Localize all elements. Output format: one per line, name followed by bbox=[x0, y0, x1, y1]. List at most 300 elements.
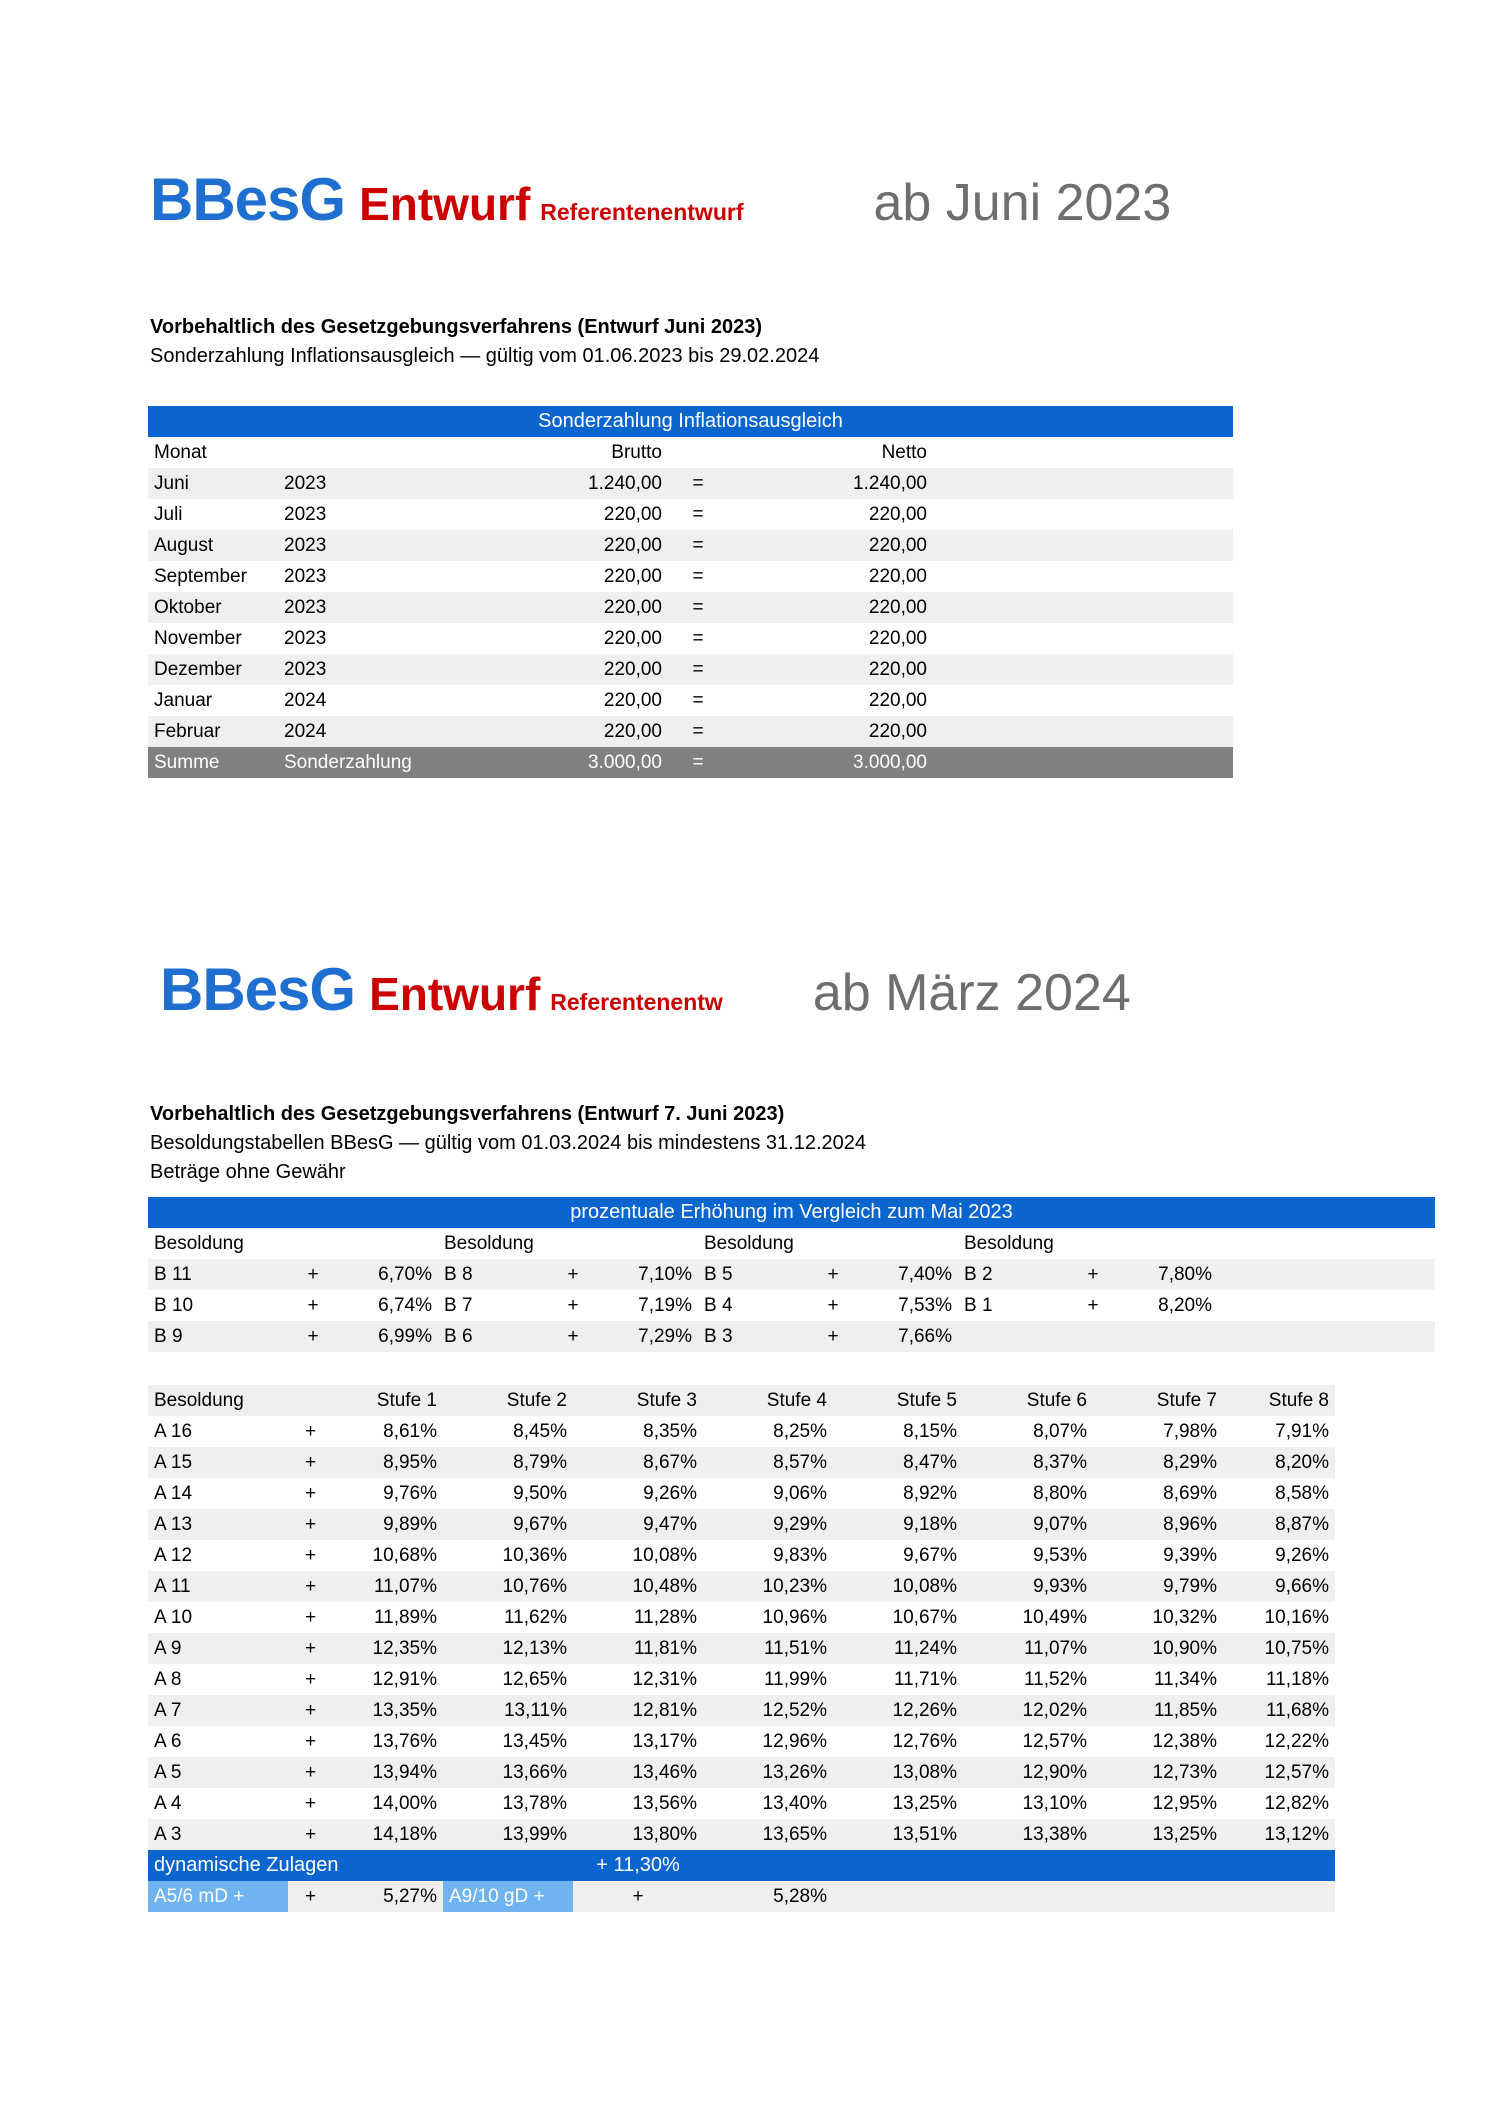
header-brutto: Brutto bbox=[468, 437, 668, 468]
cell-stufe-1: 13,76% bbox=[372, 1730, 437, 1752]
cell-stufe-3: 12,31% bbox=[632, 1668, 697, 1690]
cell-monat: Juni bbox=[154, 472, 189, 494]
cell-pct: 7,53% bbox=[898, 1294, 952, 1316]
cell-plus: + bbox=[304, 1761, 317, 1783]
cell-stufe-2: 10,76% bbox=[502, 1575, 567, 1597]
cell-stufe-1: 9,89% bbox=[383, 1513, 437, 1535]
logo-entwurf-text: Entwurf bbox=[359, 178, 531, 230]
cell-stufe-1: 13,35% bbox=[372, 1699, 437, 1721]
cell-monat: Oktober bbox=[154, 596, 222, 618]
cell-monat: November bbox=[154, 627, 242, 649]
sonderzahlung-table bbox=[148, 406, 1233, 778]
section-2-subtitle bbox=[150, 1100, 1370, 1187]
logo-referentenentwurf-text: Referentenentwurf bbox=[540, 199, 744, 225]
cell-stufe-4: 9,06% bbox=[773, 1482, 827, 1504]
badge-a5-6-md: A5/6 mD + bbox=[148, 1881, 288, 1912]
cell-stufe-6: 9,93% bbox=[1033, 1575, 1087, 1597]
cell-stufe-7: 9,39% bbox=[1163, 1544, 1217, 1566]
badge2-plus: + bbox=[632, 1885, 644, 1907]
a-table-row bbox=[148, 1633, 1335, 1664]
summary-netto: 3.000,00 bbox=[853, 751, 927, 773]
cell-netto: 220,00 bbox=[868, 658, 927, 680]
cell-jahr: 2023 bbox=[284, 565, 327, 587]
b-table-banner-row bbox=[148, 1197, 1435, 1228]
cell-monat: Dezember bbox=[154, 658, 242, 680]
summary-equals: = bbox=[692, 751, 704, 773]
table-row bbox=[148, 530, 1233, 561]
table-row bbox=[148, 716, 1233, 747]
cell-stufe-6: 13,10% bbox=[1022, 1792, 1087, 1814]
cell-stufe-4: 13,65% bbox=[762, 1823, 827, 1845]
cell-stufe-8: 8,87% bbox=[1275, 1513, 1329, 1535]
cell-stufe-5: 12,26% bbox=[892, 1699, 957, 1721]
cell-stufe-3: 13,46% bbox=[632, 1761, 697, 1783]
cell-stufe-2: 10,36% bbox=[502, 1544, 567, 1566]
cell-stufe-4: 12,96% bbox=[762, 1730, 827, 1752]
header-jahr bbox=[278, 437, 468, 468]
a-table-row bbox=[148, 1757, 1335, 1788]
header-stufe-6: Stufe 6 bbox=[963, 1385, 1093, 1416]
cell-jahr: 2023 bbox=[284, 658, 327, 680]
cell-filler bbox=[933, 592, 1233, 623]
header-gap-9 bbox=[1218, 1228, 1435, 1259]
cell-stufe-3: 9,26% bbox=[643, 1482, 697, 1504]
zulagen-label: dynamische Zulagen bbox=[148, 1850, 443, 1881]
cell-netto: 220,00 bbox=[868, 627, 927, 649]
cell-stufe-7: 13,25% bbox=[1152, 1823, 1217, 1845]
a-table-row bbox=[148, 1416, 1335, 1447]
cell-brutto: 220,00 bbox=[603, 596, 662, 618]
cell-grade: B 9 bbox=[154, 1325, 183, 1347]
cell-stufe-3: 13,56% bbox=[632, 1792, 697, 1814]
cell-stufe-3: 13,80% bbox=[632, 1823, 697, 1845]
cell-jahr: 2023 bbox=[284, 596, 327, 618]
cell-netto: 220,00 bbox=[868, 689, 927, 711]
cell-grade: A 14 bbox=[154, 1482, 193, 1504]
logo-block-1 bbox=[150, 166, 1370, 233]
subtitle-normal-1: Sonderzahlung Inflationsausgleich — gültig vom 01.06.2023 bis 29.02.2024 bbox=[150, 345, 820, 367]
badges-filler-1 bbox=[833, 1881, 963, 1912]
subtitle-bold-1: Vorbehaltlich des Gesetzgebungsverfahrens (Entwurf Juni 2023) bbox=[150, 316, 763, 338]
b-table-header-row bbox=[148, 1228, 1435, 1259]
cell-grade: B 4 bbox=[704, 1294, 733, 1316]
table-banner-row bbox=[148, 406, 1233, 437]
header-stufe-4: Stufe 4 bbox=[703, 1385, 833, 1416]
header-stufe-8: Stufe 8 bbox=[1223, 1385, 1335, 1416]
table-header-row bbox=[148, 437, 1233, 468]
cell-filler bbox=[933, 623, 1233, 654]
cell-grade: B 5 bbox=[704, 1263, 733, 1285]
cell-grade: B 11 bbox=[154, 1263, 192, 1285]
cell-plus: + bbox=[304, 1575, 317, 1597]
cell-equals: = bbox=[692, 658, 704, 680]
header-netto: Netto bbox=[728, 437, 933, 468]
cell-stufe-7: 12,38% bbox=[1152, 1730, 1217, 1752]
cell-jahr: 2024 bbox=[284, 720, 327, 742]
cell-pct: 7,10% bbox=[638, 1263, 692, 1285]
cell-stufe-6: 12,57% bbox=[1022, 1730, 1087, 1752]
b-table-row bbox=[148, 1321, 1435, 1352]
cell-jahr: 2023 bbox=[284, 503, 327, 525]
header-gap-8 bbox=[1118, 1228, 1218, 1259]
summary-filler bbox=[933, 747, 1233, 778]
cell-stufe-1: 12,35% bbox=[372, 1637, 437, 1659]
cell-pct: 7,40% bbox=[898, 1263, 952, 1285]
header-besoldung-4: Besoldung bbox=[958, 1228, 1068, 1259]
cell-stufe-2: 12,65% bbox=[502, 1668, 567, 1690]
cell-brutto: 220,00 bbox=[603, 658, 662, 680]
a-table-row bbox=[148, 1602, 1335, 1633]
period-label-1: ab Juni 2023 bbox=[873, 174, 1172, 232]
cell-stufe-2: 13,45% bbox=[502, 1730, 567, 1752]
cell-stufe-2: 9,67% bbox=[513, 1513, 567, 1535]
cell-stufe-8: 13,12% bbox=[1264, 1823, 1329, 1845]
cell-grade: B 1 bbox=[964, 1294, 993, 1316]
cell-stufe-2: 13,78% bbox=[502, 1792, 567, 1814]
cell-stufe-5: 11,24% bbox=[893, 1637, 957, 1659]
cell-stufe-2: 8,79% bbox=[513, 1451, 567, 1473]
cell-stufe-3: 10,08% bbox=[632, 1544, 697, 1566]
header-stufe-7: Stufe 7 bbox=[1093, 1385, 1223, 1416]
cell-equals: = bbox=[692, 565, 704, 587]
cell-stufe-7: 12,95% bbox=[1152, 1792, 1217, 1814]
a-table-row bbox=[148, 1819, 1335, 1850]
header-stufe-5: Stufe 5 bbox=[833, 1385, 963, 1416]
cell-grade: A 16 bbox=[154, 1420, 193, 1442]
table-row bbox=[148, 561, 1233, 592]
cell-stufe-1: 8,61% bbox=[383, 1420, 437, 1442]
cell-stufe-5: 8,92% bbox=[903, 1482, 957, 1504]
cell-stufe-8: 9,66% bbox=[1275, 1575, 1329, 1597]
cell-stufe-8: 8,20% bbox=[1275, 1451, 1329, 1473]
cell-brutto: 220,00 bbox=[603, 689, 662, 711]
cell-stufe-8: 12,82% bbox=[1264, 1792, 1329, 1814]
cell-monat: Januar bbox=[154, 689, 213, 711]
cell-grade: A 9 bbox=[154, 1637, 182, 1659]
cell-brutto: 1.240,00 bbox=[588, 472, 662, 494]
cell-stufe-1: 14,18% bbox=[372, 1823, 437, 1845]
cell-pct bbox=[1118, 1321, 1218, 1352]
cell-plus: + bbox=[827, 1325, 839, 1347]
cell-stufe-5: 10,08% bbox=[892, 1575, 957, 1597]
cell-stufe-1: 14,00% bbox=[372, 1792, 437, 1814]
cell-stufe-2: 13,99% bbox=[502, 1823, 567, 1845]
cell-equals: = bbox=[692, 689, 704, 711]
cell-grade bbox=[958, 1321, 1068, 1352]
cell-filler bbox=[933, 685, 1233, 716]
cell-grade: A 5 bbox=[154, 1761, 182, 1783]
cell-stufe-1: 10,68% bbox=[372, 1544, 437, 1566]
banner-prozentuale-erhoehung: prozentuale Erhöhung im Vergleich zum Mai 2023 bbox=[148, 1197, 1435, 1228]
zulagen-badges-row bbox=[148, 1881, 1335, 1912]
cell-plus: + bbox=[827, 1263, 839, 1285]
header-plus bbox=[288, 1385, 333, 1416]
cell-stufe-3: 9,47% bbox=[643, 1513, 697, 1535]
zulagen-banner-row bbox=[148, 1850, 1335, 1881]
cell-grade: A 12 bbox=[154, 1544, 193, 1566]
header-gap-2 bbox=[338, 1228, 438, 1259]
a-table-row bbox=[148, 1726, 1335, 1757]
cell-stufe-8: 12,57% bbox=[1264, 1761, 1329, 1783]
badges-filler-4 bbox=[1223, 1881, 1335, 1912]
table-summary-row bbox=[148, 747, 1233, 778]
cell-netto: 220,00 bbox=[868, 720, 927, 742]
cell-plus: + bbox=[304, 1823, 317, 1845]
cell-grade: B 3 bbox=[704, 1325, 733, 1347]
cell-stufe-8: 9,26% bbox=[1275, 1544, 1329, 1566]
a-besoldung-table bbox=[148, 1385, 1335, 1912]
cell-filler bbox=[933, 468, 1233, 499]
cell-stufe-4: 11,51% bbox=[763, 1637, 827, 1659]
cell-netto: 1.240,00 bbox=[853, 472, 927, 494]
cell-plus: + bbox=[304, 1637, 317, 1659]
header-stufe-3: Stufe 3 bbox=[573, 1385, 703, 1416]
a-table-row bbox=[148, 1509, 1335, 1540]
cell-grade: A 10 bbox=[154, 1606, 193, 1628]
cell-stufe-7: 9,79% bbox=[1163, 1575, 1217, 1597]
cell-stufe-4: 9,29% bbox=[773, 1513, 827, 1535]
cell-grade: B 7 bbox=[444, 1294, 473, 1316]
cell-jahr: 2023 bbox=[284, 534, 327, 556]
cell-stufe-6: 8,80% bbox=[1033, 1482, 1087, 1504]
badge2-pct: 5,28% bbox=[773, 1885, 827, 1907]
cell-plus: + bbox=[304, 1668, 317, 1690]
cell-monat: Februar bbox=[154, 720, 221, 742]
header-gap-7 bbox=[1068, 1228, 1118, 1259]
cell-plus: + bbox=[1087, 1263, 1099, 1285]
zulagen-filler bbox=[833, 1850, 1335, 1881]
cell-filler bbox=[1218, 1321, 1435, 1352]
cell-stufe-2: 13,66% bbox=[502, 1761, 567, 1783]
cell-stufe-7: 11,34% bbox=[1153, 1668, 1217, 1690]
cell-stufe-7: 10,90% bbox=[1152, 1637, 1217, 1659]
cell-equals: = bbox=[692, 596, 704, 618]
table-row bbox=[148, 592, 1233, 623]
header-stufe-1: Stufe 1 bbox=[333, 1385, 443, 1416]
cell-grade: A 8 bbox=[154, 1668, 182, 1690]
cell-stufe-2: 11,62% bbox=[503, 1606, 567, 1628]
cell-pct: 7,66% bbox=[898, 1325, 952, 1347]
header-monat: Monat bbox=[148, 437, 278, 468]
cell-stufe-5: 11,71% bbox=[893, 1668, 957, 1690]
a-table-row bbox=[148, 1478, 1335, 1509]
cell-plus: + bbox=[304, 1730, 317, 1752]
cell-stufe-8: 10,16% bbox=[1264, 1606, 1329, 1628]
header-besoldung-2: Besoldung bbox=[438, 1228, 548, 1259]
cell-stufe-6: 12,02% bbox=[1022, 1699, 1087, 1721]
logo-referentenentwurf-text: Referentenentw bbox=[550, 989, 723, 1015]
a-table-row bbox=[148, 1571, 1335, 1602]
cell-stufe-1: 11,89% bbox=[373, 1606, 437, 1628]
header-besoldung-3: Besoldung bbox=[698, 1228, 808, 1259]
b-table-row bbox=[148, 1259, 1435, 1290]
cell-stufe-4: 13,40% bbox=[762, 1792, 827, 1814]
cell-stufe-7: 10,32% bbox=[1152, 1606, 1217, 1628]
cell-pct: 7,19% bbox=[638, 1294, 692, 1316]
section-1-subtitle bbox=[150, 313, 1370, 371]
cell-stufe-6: 8,07% bbox=[1033, 1420, 1087, 1442]
cell-plus: + bbox=[827, 1294, 839, 1316]
cell-plus: + bbox=[304, 1451, 317, 1473]
cell-equals: = bbox=[692, 627, 704, 649]
cell-netto: 220,00 bbox=[868, 565, 927, 587]
cell-stufe-5: 13,25% bbox=[892, 1792, 957, 1814]
cell-plus: + bbox=[304, 1420, 317, 1442]
logo-bbesg-text: BBesG bbox=[150, 166, 346, 233]
cell-plus: + bbox=[304, 1482, 317, 1504]
cell-stufe-7: 7,98% bbox=[1163, 1420, 1217, 1442]
cell-stufe-6: 10,49% bbox=[1022, 1606, 1087, 1628]
cell-filler bbox=[933, 499, 1233, 530]
cell-brutto: 220,00 bbox=[603, 720, 662, 742]
header-filler bbox=[933, 437, 1233, 468]
cell-stufe-8: 11,18% bbox=[1265, 1668, 1329, 1690]
cell-pct: 7,80% bbox=[1158, 1263, 1212, 1285]
cell-brutto: 220,00 bbox=[603, 503, 662, 525]
cell-stufe-6: 9,07% bbox=[1033, 1513, 1087, 1535]
a-table-row bbox=[148, 1664, 1335, 1695]
cell-stufe-1: 12,91% bbox=[372, 1668, 437, 1690]
cell-pct: 7,29% bbox=[638, 1325, 692, 1347]
period-label-2: ab März 2024 bbox=[812, 964, 1131, 1022]
cell-stufe-8: 7,91% bbox=[1275, 1420, 1329, 1442]
a-table-row bbox=[148, 1695, 1335, 1726]
section-2-header bbox=[160, 956, 1380, 1023]
header-gap-3 bbox=[548, 1228, 598, 1259]
cell-monat: September bbox=[154, 565, 247, 587]
cell-grade: B 2 bbox=[964, 1263, 993, 1285]
cell-stufe-4: 10,23% bbox=[762, 1575, 827, 1597]
banner-sonderzahlung: Sonderzahlung Inflationsausgleich bbox=[148, 406, 1233, 437]
cell-filler bbox=[933, 716, 1233, 747]
cell-plus: + bbox=[304, 1606, 317, 1628]
cell-stufe-8: 11,68% bbox=[1265, 1699, 1329, 1721]
summary-sublabel: Sonderzahlung bbox=[284, 751, 412, 773]
header-besoldung: Besoldung bbox=[148, 1385, 288, 1416]
cell-filler bbox=[933, 561, 1233, 592]
cell-stufe-1: 13,94% bbox=[372, 1761, 437, 1783]
badge-a9-10-gd: A9/10 gD + bbox=[443, 1881, 573, 1912]
cell-pct: 8,20% bbox=[1158, 1294, 1212, 1316]
cell-stufe-6: 9,53% bbox=[1033, 1544, 1087, 1566]
cell-netto: 220,00 bbox=[868, 534, 927, 556]
table-row bbox=[148, 499, 1233, 530]
a-table-row bbox=[148, 1788, 1335, 1819]
cell-stufe-4: 8,25% bbox=[773, 1420, 827, 1442]
cell-brutto: 220,00 bbox=[603, 534, 662, 556]
badge1-plus: + bbox=[304, 1885, 317, 1907]
logo-bbesg-text: BBesG bbox=[160, 956, 356, 1023]
cell-grade: A 4 bbox=[154, 1792, 182, 1814]
header-stufe-2: Stufe 2 bbox=[443, 1385, 573, 1416]
section-1-header bbox=[150, 166, 1370, 233]
b-besoldung-table bbox=[148, 1197, 1435, 1352]
cell-stufe-6: 13,38% bbox=[1022, 1823, 1087, 1845]
header-besoldung-1: Besoldung bbox=[148, 1228, 288, 1259]
summary-label: Summe bbox=[154, 751, 220, 773]
cell-stufe-5: 9,67% bbox=[903, 1544, 957, 1566]
cell-stufe-7: 11,85% bbox=[1153, 1699, 1217, 1721]
logo-block-2 bbox=[160, 956, 1380, 1023]
zulagen-value: + 11,30% bbox=[443, 1850, 833, 1881]
cell-grade: B 8 bbox=[444, 1263, 473, 1285]
subtitle-normal-2a: Besoldungstabellen BBesG — gültig vom 01.03.2024 bis mindestens 31.12.2024 bbox=[150, 1132, 867, 1154]
badge1-pct: 5,27% bbox=[383, 1885, 437, 1907]
cell-monat: Juli bbox=[154, 503, 183, 525]
cell-stufe-2: 13,11% bbox=[503, 1699, 567, 1721]
cell-stufe-5: 9,18% bbox=[903, 1513, 957, 1535]
a-besoldung-table-wrapper bbox=[148, 1385, 1335, 1912]
cell-plus bbox=[1068, 1321, 1118, 1352]
cell-stufe-5: 12,76% bbox=[892, 1730, 957, 1752]
cell-stufe-8: 12,22% bbox=[1264, 1730, 1329, 1752]
cell-plus: + bbox=[304, 1513, 317, 1535]
header-gap-4 bbox=[598, 1228, 698, 1259]
cell-stufe-5: 10,67% bbox=[892, 1606, 957, 1628]
cell-pct: 6,74% bbox=[378, 1294, 432, 1316]
badges-filler-3 bbox=[1093, 1881, 1223, 1912]
header-gap-6 bbox=[858, 1228, 958, 1259]
cell-stufe-3: 10,48% bbox=[632, 1575, 697, 1597]
cell-stufe-6: 12,90% bbox=[1022, 1761, 1087, 1783]
cell-equals: = bbox=[692, 472, 704, 494]
cell-stufe-4: 8,57% bbox=[773, 1451, 827, 1473]
cell-stufe-5: 8,47% bbox=[903, 1451, 957, 1473]
a-table-header-row bbox=[148, 1385, 1335, 1416]
cell-stufe-4: 10,96% bbox=[762, 1606, 827, 1628]
cell-stufe-2: 8,45% bbox=[513, 1420, 567, 1442]
table-row bbox=[148, 654, 1233, 685]
logo-entwurf-text: Entwurf bbox=[369, 968, 541, 1020]
cell-stufe-3: 12,81% bbox=[632, 1699, 697, 1721]
cell-filler bbox=[1218, 1290, 1435, 1321]
cell-pct: 6,70% bbox=[378, 1263, 432, 1285]
table-row bbox=[148, 623, 1233, 654]
cell-stufe-7: 8,69% bbox=[1163, 1482, 1217, 1504]
cell-jahr: 2023 bbox=[284, 472, 327, 494]
cell-plus: + bbox=[307, 1294, 319, 1316]
subtitle-bold-2: Vorbehaltlich des Gesetzgebungsverfahrens (Entwurf 7. Juni 2023) bbox=[150, 1103, 785, 1125]
table-row bbox=[148, 685, 1233, 716]
badges-filler-2 bbox=[963, 1881, 1093, 1912]
cell-stufe-8: 10,75% bbox=[1264, 1637, 1329, 1659]
cell-grade: B 10 bbox=[154, 1294, 194, 1316]
b-besoldung-table-wrapper bbox=[148, 1197, 1435, 1352]
cell-stufe-5: 13,08% bbox=[892, 1761, 957, 1783]
a-table-row bbox=[148, 1540, 1335, 1571]
cell-stufe-4: 12,52% bbox=[762, 1699, 827, 1721]
cell-stufe-4: 13,26% bbox=[762, 1761, 827, 1783]
cell-plus: + bbox=[567, 1325, 579, 1347]
cell-stufe-8: 8,58% bbox=[1275, 1482, 1329, 1504]
cell-filler bbox=[1218, 1259, 1435, 1290]
cell-grade: A 11 bbox=[154, 1575, 191, 1597]
summary-brutto: 3.000,00 bbox=[588, 751, 662, 773]
cell-brutto: 220,00 bbox=[603, 565, 662, 587]
cell-netto: 220,00 bbox=[868, 596, 927, 618]
cell-stufe-3: 11,81% bbox=[633, 1637, 697, 1659]
cell-jahr: 2024 bbox=[284, 689, 327, 711]
cell-filler bbox=[933, 654, 1233, 685]
table-row bbox=[148, 468, 1233, 499]
cell-stufe-2: 12,13% bbox=[502, 1637, 567, 1659]
cell-grade: A 6 bbox=[154, 1730, 182, 1752]
cell-stufe-7: 8,29% bbox=[1163, 1451, 1217, 1473]
cell-stufe-7: 12,73% bbox=[1152, 1761, 1217, 1783]
subtitle-normal-2b: Beträge ohne Gewähr bbox=[150, 1161, 346, 1183]
cell-grade: A 15 bbox=[154, 1451, 193, 1473]
cell-plus: + bbox=[307, 1263, 319, 1285]
